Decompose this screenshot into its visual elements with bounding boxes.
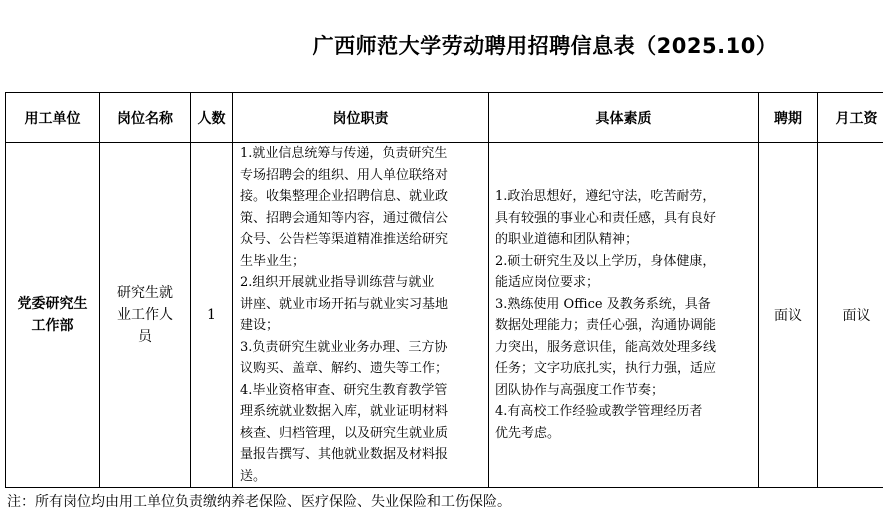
cell-salary: 面议 [818,143,883,488]
header-term: 聘期 [759,93,818,143]
table-row [6,143,883,488]
duty-line: 讲座、就业市场开拓与就业实习基地 [240,296,449,312]
header-count: 人数 [191,93,233,143]
duty-line: 3.负责研究生就业业务办理、三方协 [240,339,448,355]
header-unit: 用工单位 [6,93,100,143]
duty-line: 2.组织开展就业指导训练营与就业 [240,275,435,290]
qualification-line: 具有较强的事业心和责任感，具有良好 [495,210,717,226]
qualification-line: 优先考虑。 [495,425,561,441]
position-line: 研究生就 [117,285,173,301]
footnote: 注：所有岗位均由用工单位负责缴纳养老保险、医疗保险、失业保险和工伤保险。 [7,494,511,510]
cell-position [100,143,191,488]
qualification-line: 团队协作与高强度工作节奏； [495,382,665,398]
duty-line: 1.就业信息统筹与传递，负责研究生 [240,146,448,161]
cell-count: 1 [191,143,233,488]
duty-line: 量报告撰写、其他就业数据及材料报 [240,447,449,462]
cell-qualifications [489,143,759,488]
duty-line: 理系统就业数据入库，就业证明材料 [240,404,449,419]
duty-line: 核查、归档管理，以及研究生就业质 [240,425,449,441]
header-duties: 岗位职责 [233,93,489,143]
qualification-line: 1.政治思想好，遵纪守法，吃苦耐劳， [495,189,716,204]
header-qualifications: 具体素质 [489,93,759,143]
position-line: 员 [138,329,152,345]
position-line: 业工作人 [117,307,173,323]
duty-line: 策、招聘会通知等内容，通过微信公 [240,210,449,226]
cell-term: 面议 [759,143,818,488]
duty-line: 专场招聘会的组织、用人单位联络对 [240,167,449,183]
page-title: 广西师范大学劳动聘用招聘信息表（2025.10） [312,34,778,58]
duty-line: 4.毕业资格审查、研究生教育教学管 [240,382,448,398]
qualification-line: 3.熟练使用 Office 及教务系统，具备 [495,296,711,312]
cell-duties [233,143,489,488]
cell-unit [6,143,100,488]
qualification-line: 4.有高校工作经验或教学管理经历者 [495,404,703,419]
header-position: 岗位名称 [100,93,191,143]
table-header-row [6,93,883,143]
qualification-line: 任务；文字功底扎实，执行力强，适应 [495,361,717,376]
recruitment-table [5,92,883,488]
qualification-line: 数据处理能力；责任心强，沟通协调能 [495,318,717,333]
unit-line: 党委研究生 [17,296,88,312]
duty-line: 接。收集整理企业招聘信息、就业政 [240,189,449,204]
qualification-line: 力突出，服务意识佳，能高效处理多线 [495,339,717,355]
qualification-line: 2.硕士研究生及以上学历，身体健康， [495,253,716,269]
duty-line: 议购买、盖章、解约、遗失等工作； [240,361,449,376]
duty-line: 生毕业生； [240,253,306,269]
unit-line: 工作部 [31,318,74,334]
header-salary: 月工资 [818,93,883,143]
qualification-line: 能适应岗位要求； [495,275,600,290]
qualification-line: 的职业道德和团队精神； [495,232,639,247]
duty-line: 众号、公告栏等渠道精准推送给研究 [240,232,449,247]
duty-line: 送。 [240,468,267,484]
duty-line: 建设； [240,318,280,333]
